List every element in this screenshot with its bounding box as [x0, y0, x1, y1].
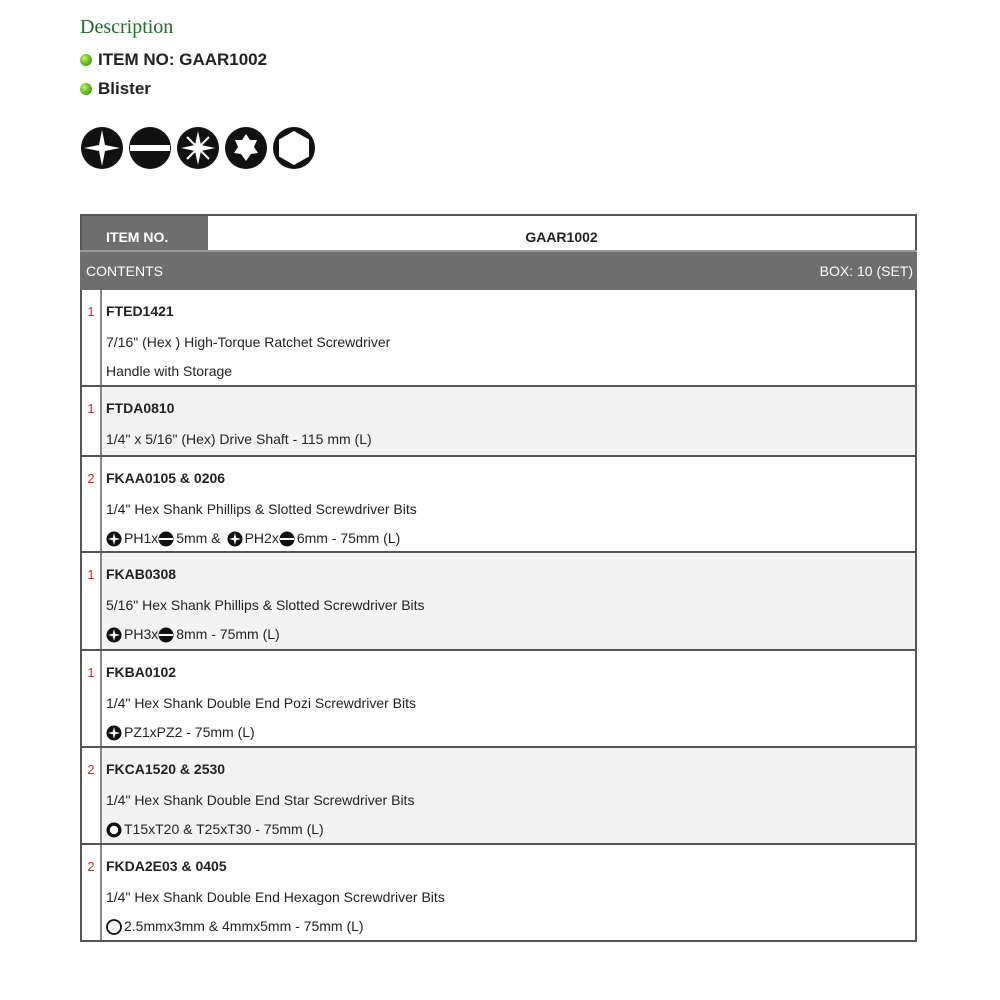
spec-part: 2.5mmx3mm & 4mmx5mm - 75mm (L) — [124, 918, 364, 934]
star-icon — [224, 126, 268, 170]
pozi-icon — [106, 725, 122, 741]
table-row — [80, 387, 917, 457]
row-description: 1/4" x 5/16" (Hex) Drive Shaft - 115 mm (L) — [106, 431, 372, 447]
tip-icons-row — [80, 126, 316, 170]
row-quantity: 1 — [82, 651, 102, 746]
row-quantity: 2 — [82, 457, 102, 551]
table-row — [80, 845, 917, 942]
row-spec — [106, 620, 911, 649]
row-quantity: 2 — [82, 748, 102, 843]
row-description-2: Handle with Storage — [106, 363, 233, 379]
packaging-text: Blister — [98, 79, 151, 98]
row-code: FTDA0810 — [106, 400, 175, 416]
table-row — [80, 553, 917, 651]
item-number-text: ITEM NO: GAAR1002 — [98, 50, 268, 69]
spec-part: 8mm - 75mm (L) — [176, 626, 280, 642]
green-bullet-icon — [80, 54, 92, 66]
hexagon-icon — [106, 919, 122, 935]
table-row — [80, 748, 917, 845]
contents-table — [80, 214, 917, 942]
row-description: 5/16" Hex Shank Phillips & Slotted Screwdriver Bits — [106, 597, 425, 613]
item-number-value: GAAR1002 — [525, 229, 598, 245]
row-code: FKAA0105 & 0206 — [106, 470, 226, 486]
row-spec — [106, 718, 911, 747]
spec-part: 5mm & — [176, 530, 221, 546]
row-code: FKCA1520 & 2530 — [106, 761, 226, 777]
spec-part: PZ1xPZ2 - 75mm (L) — [124, 724, 255, 740]
slotted-icon — [128, 126, 172, 170]
row-code: FKDA2E03 & 0405 — [106, 858, 227, 874]
description-title: Description — [80, 16, 174, 38]
box-quantity-label: BOX: 10 (SET) — [819, 263, 913, 279]
pozi-icon — [176, 126, 220, 170]
table-row — [80, 651, 917, 748]
row-description: 7/16" (Hex ) High-Torque Ratchet Screwdriver — [106, 334, 391, 350]
phillips-icon — [227, 531, 243, 547]
row-code: FKBA0102 — [106, 664, 177, 680]
slotted-icon — [158, 627, 174, 643]
row-spec — [106, 912, 911, 941]
row-spec — [106, 815, 911, 844]
slotted-icon — [279, 531, 295, 547]
row-description: 1/4" Hex Shank Phillips & Slotted Screwdriver Bits — [106, 501, 417, 517]
table-row — [80, 290, 917, 387]
item-number-header — [80, 214, 917, 250]
spec-part: 6mm - 75mm (L) — [296, 530, 401, 546]
row-code: FKAB0308 — [106, 566, 177, 582]
contents-label: CONTENTS — [86, 263, 163, 279]
item-number-line — [80, 50, 267, 70]
spec-part: PH2x — [244, 530, 279, 546]
green-bullet-icon — [80, 83, 92, 95]
row-quantity: 2 — [82, 845, 102, 940]
packaging-line — [80, 79, 151, 99]
spec-part: PH3x — [124, 626, 159, 642]
row-quantity: 1 — [82, 290, 102, 385]
phillips-icon — [106, 627, 122, 643]
item-number-label: ITEM NO. — [82, 216, 208, 250]
spec-part: PH1x — [124, 530, 159, 546]
row-description: 1/4" Hex Shank Double End Star Screwdriver Bits — [106, 792, 415, 808]
contents-header — [80, 250, 917, 290]
row-quantity: 1 — [82, 553, 102, 649]
star-icon — [106, 822, 122, 838]
phillips-icon — [106, 531, 122, 547]
table-row — [80, 457, 917, 553]
row-description: 1/4" Hex Shank Double End Hexagon Screwdriver Bits — [106, 889, 445, 905]
hexagon-icon — [272, 126, 316, 170]
phillips-icon — [80, 126, 124, 170]
row-description: 1/4" Hex Shank Double End Pozi Screwdriver Bits — [106, 695, 417, 711]
slotted-icon — [158, 531, 174, 547]
row-quantity: 1 — [82, 387, 102, 455]
row-spec — [106, 524, 911, 553]
row-code: FTED1421 — [106, 303, 174, 319]
spec-part: T15xT20 & T25xT30 - 75mm (L) — [124, 821, 324, 837]
